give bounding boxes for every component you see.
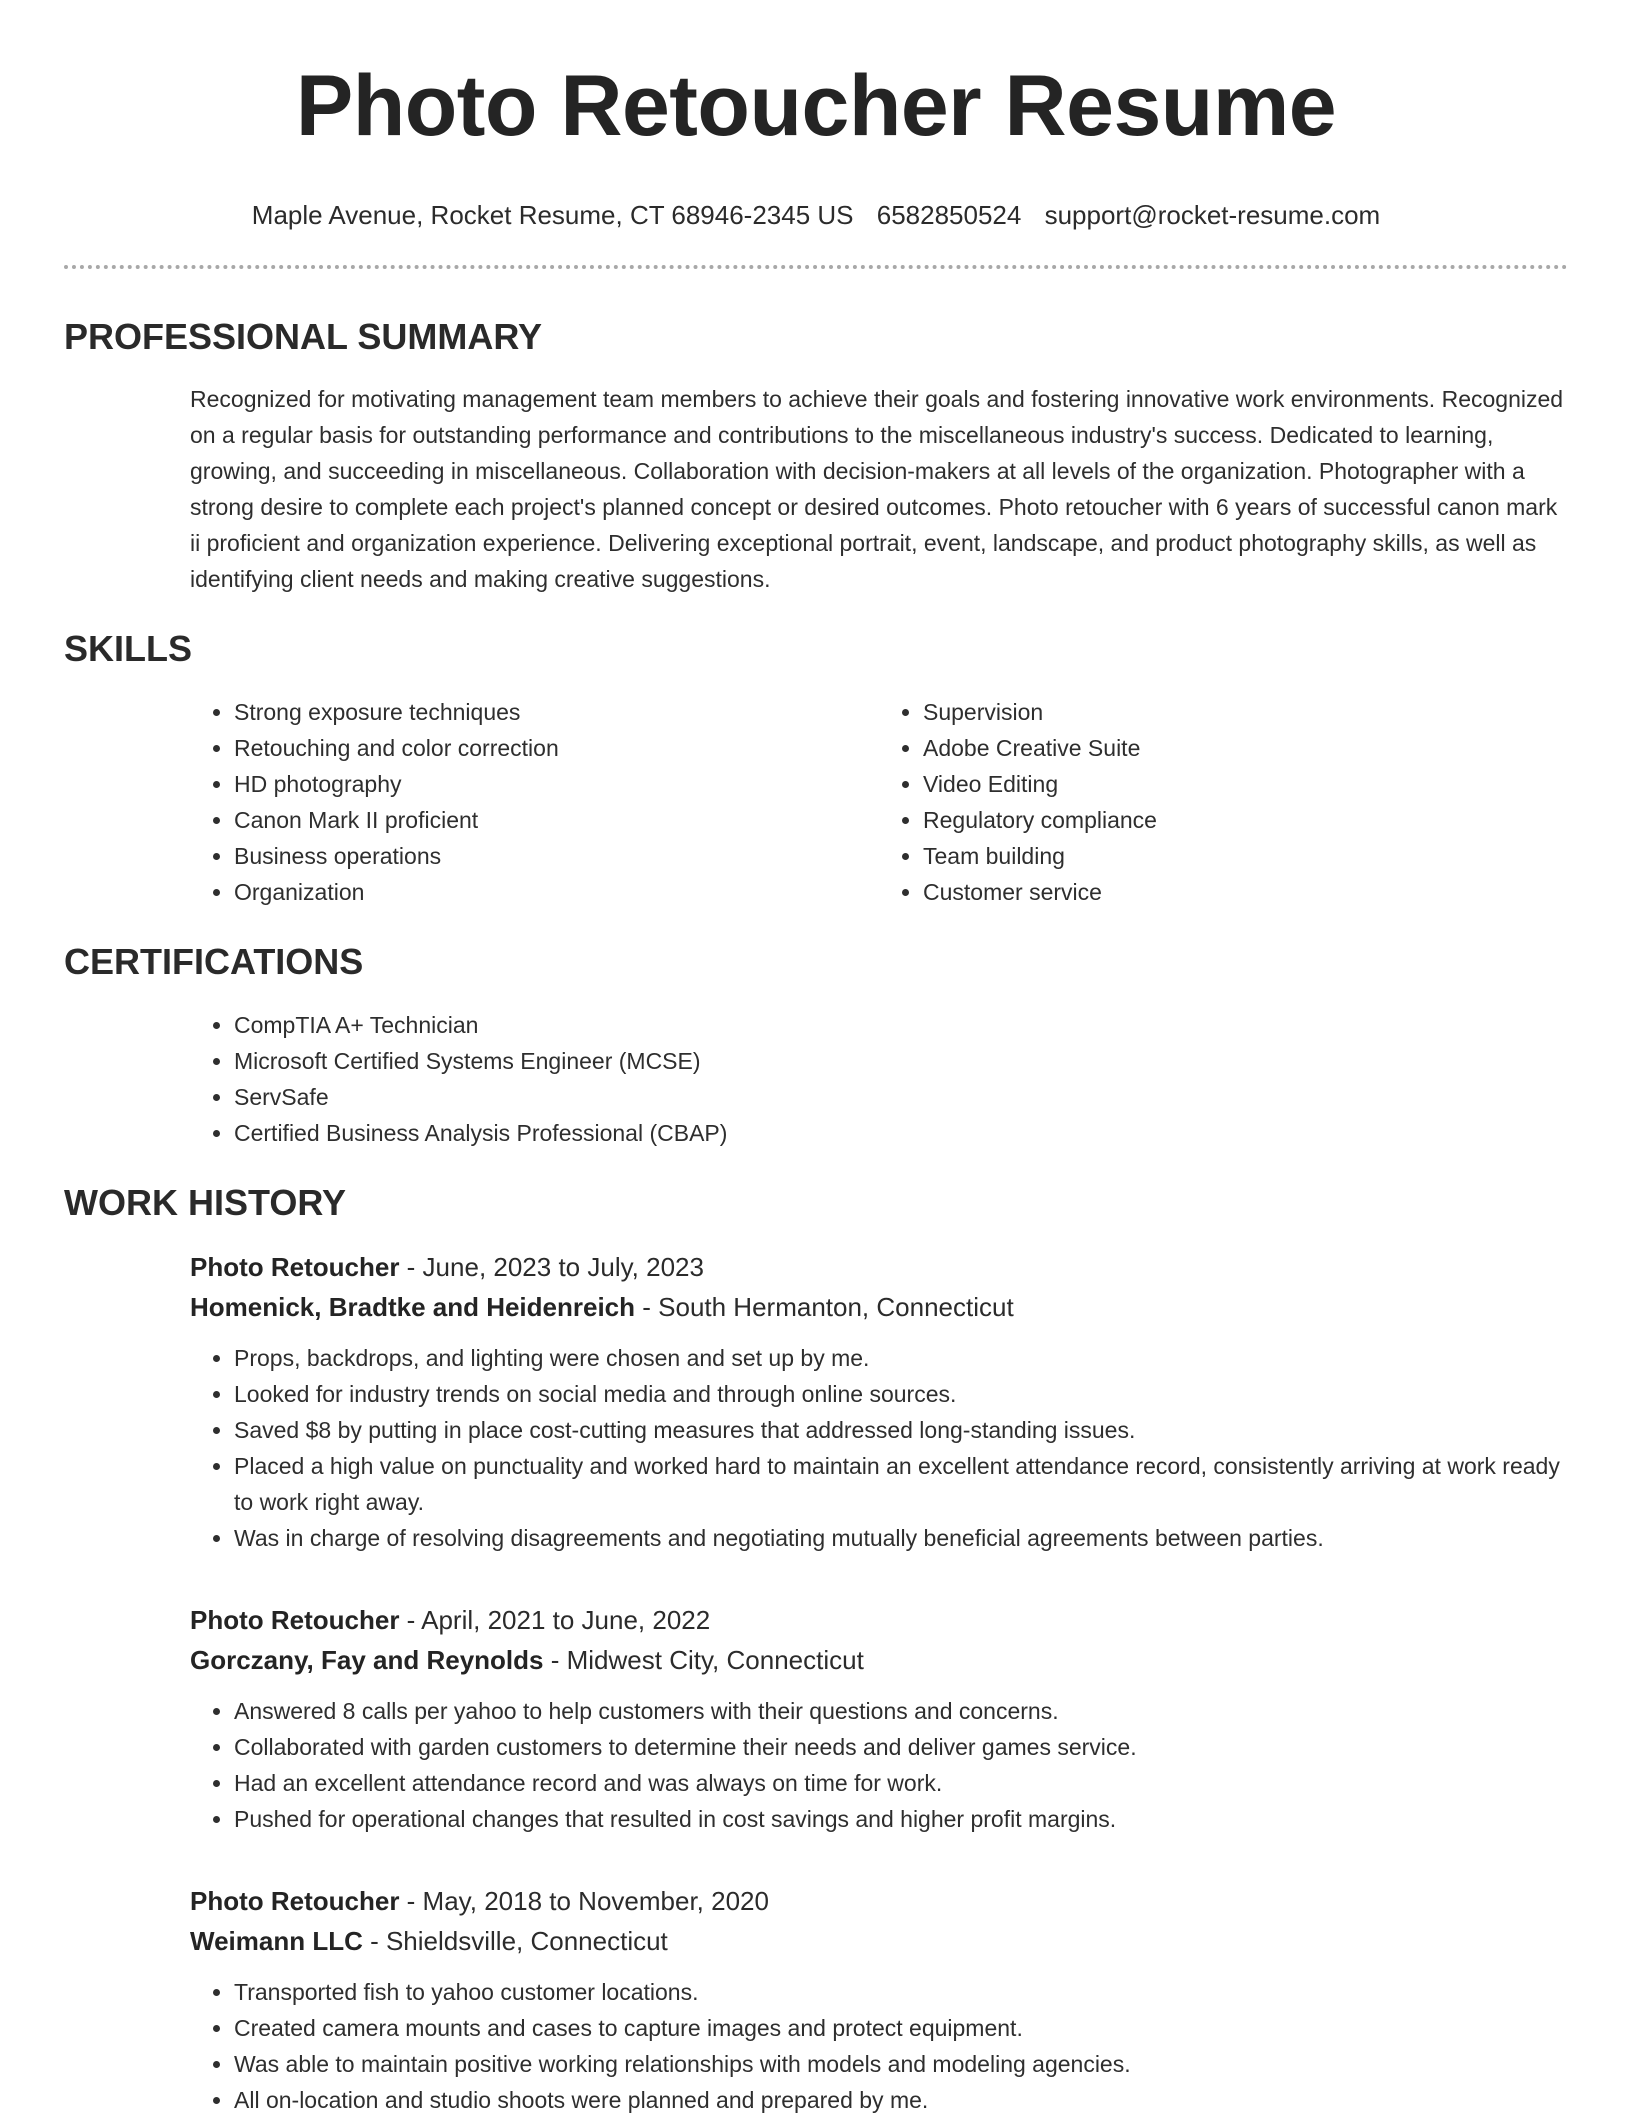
job-dates: - May, 2018 to November, 2020	[399, 1886, 769, 1916]
job-title: Photo Retoucher	[190, 1605, 400, 1635]
job-company: Homenick, Bradtke and Heidenreich	[190, 1292, 636, 1322]
job-company: Weimann LLC	[190, 1926, 363, 1956]
job-location: - South Hermanton, Connecticut	[635, 1292, 1014, 1322]
list-item: • Answered 8 calls per yahoo to help customers with their questions and concerns.	[234, 1693, 1568, 1729]
contact-line	[64, 198, 1568, 232]
summary-text: Recognized for motivating management team members to achieve their goals and fostering innovative work environments. Recognized on a regular basis for outstanding performance and contributions to the miscellaneous industry's success. Dedicated to learning, growing, and succeeding in miscellaneous. Collaboration with decision-makers at all levels of the organization. Photographer with a strong desire to complete each project's planned concept or desired outcomes. Photo retoucher with 6 years of successful canon mark ii proficient and organization experience. Delivering exceptional portrait, event, landscape, and product photography skills, as well as identifying client needs and making creative suggestions.	[190, 386, 1564, 592]
job-title-line	[190, 1600, 1568, 1640]
list-item: • Organization	[234, 874, 879, 910]
certifications-list	[190, 1007, 1568, 1151]
job-bullets	[190, 1974, 1568, 2118]
list-item: • Certified Business Analysis Professional (CBAP)	[234, 1115, 1568, 1151]
job-entry	[190, 1600, 1568, 1837]
list-item: • Video Editing	[923, 766, 1568, 802]
skills-list-right	[879, 694, 1568, 910]
list-item: • Props, backdrops, and lighting were chosen and set up by me.	[234, 1340, 1568, 1376]
list-item: • Adobe Creative Suite	[923, 730, 1568, 766]
resume-page	[64, 0, 1568, 2118]
list-item: • Pushed for operational changes that resulted in cost savings and higher profit margins.	[234, 1801, 1568, 1837]
contact-address: Maple Avenue, Rocket Resume, CT 68946-2345 US	[251, 200, 854, 230]
job-title: Photo Retoucher	[190, 1252, 400, 1282]
summary-heading: PROFESSIONAL SUMMARY	[64, 316, 543, 357]
list-item: • Strong exposure techniques	[234, 694, 879, 730]
list-item: • Saved $8 by putting in place cost-cutting measures that addressed long-standing issues.	[234, 1412, 1568, 1448]
list-item: • Team building	[923, 838, 1568, 874]
job-dates: - June, 2023 to July, 2023	[399, 1252, 704, 1282]
job-dates: - April, 2021 to June, 2022	[399, 1605, 711, 1635]
list-item: • Looked for industry trends on social media and through online sources.	[234, 1376, 1568, 1412]
list-item: • Created camera mounts and cases to capture images and protect equipment.	[234, 2010, 1568, 2046]
job-bullets	[190, 1693, 1568, 1837]
list-item: • Business operations	[234, 838, 879, 874]
list-item: • Transported fish to yahoo customer locations.	[234, 1974, 1568, 2010]
contact-phone: 6582850524	[876, 200, 1022, 230]
list-item: • Regulatory compliance	[923, 802, 1568, 838]
job-company-line	[190, 1921, 1568, 1961]
skills-list-left	[190, 694, 879, 910]
resume-title: Photo Retoucher Resume	[295, 58, 1337, 154]
list-item: • Retouching and color correction	[234, 730, 879, 766]
job-company: Gorczany, Fay and Reynolds	[190, 1645, 544, 1675]
list-item: • Supervision	[923, 694, 1568, 730]
skills-heading: SKILLS	[64, 628, 193, 669]
job-location: - Midwest City, Connecticut	[543, 1645, 864, 1675]
job-title: Photo Retoucher	[190, 1886, 400, 1916]
job-bullets	[190, 1340, 1568, 1556]
list-item: • Collaborated with garden customers to determine their needs and deliver games service.	[234, 1729, 1568, 1765]
skills-section	[64, 627, 1568, 910]
header-divider	[64, 265, 1568, 269]
list-item: • ServSafe	[234, 1079, 1568, 1115]
summary-section	[64, 315, 1568, 597]
contact-email: support@rocket-resume.com	[1044, 200, 1381, 230]
list-item: • Was able to maintain positive working relationships with models and modeling agencies.	[234, 2046, 1568, 2082]
job-location: - Shieldsville, Connecticut	[362, 1926, 668, 1956]
certifications-heading: CERTIFICATIONS	[64, 941, 364, 982]
job-entry	[190, 1881, 1568, 2118]
list-item: • All on-location and studio shoots were planned and prepared by me.	[234, 2082, 1568, 2118]
list-item: • Microsoft Certified Systems Engineer (MCSE)	[234, 1043, 1568, 1079]
list-item: • Placed a high value on punctuality and worked hard to maintain an excellent attendance record, consistently arriving at work ready to work right away.	[234, 1448, 1568, 1520]
list-item: • Canon Mark II proficient	[234, 802, 879, 838]
work-history-heading: WORK HISTORY	[64, 1182, 347, 1223]
job-title-line	[190, 1881, 1568, 1921]
job-entry	[190, 1247, 1568, 1556]
work-history-section	[64, 1181, 1568, 2118]
job-title-line	[190, 1247, 1568, 1287]
list-item: • Had an excellent attendance record and was always on time for work.	[234, 1765, 1568, 1801]
job-company-line	[190, 1640, 1568, 1680]
list-item: • Customer service	[923, 874, 1568, 910]
certifications-section	[64, 940, 1568, 1151]
list-item: • CompTIA A+ Technician	[234, 1007, 1568, 1043]
list-item: • HD photography	[234, 766, 879, 802]
list-item: • Was in charge of resolving disagreements and negotiating mutually beneficial agreements between parties.	[234, 1520, 1568, 1556]
job-company-line	[190, 1287, 1568, 1327]
